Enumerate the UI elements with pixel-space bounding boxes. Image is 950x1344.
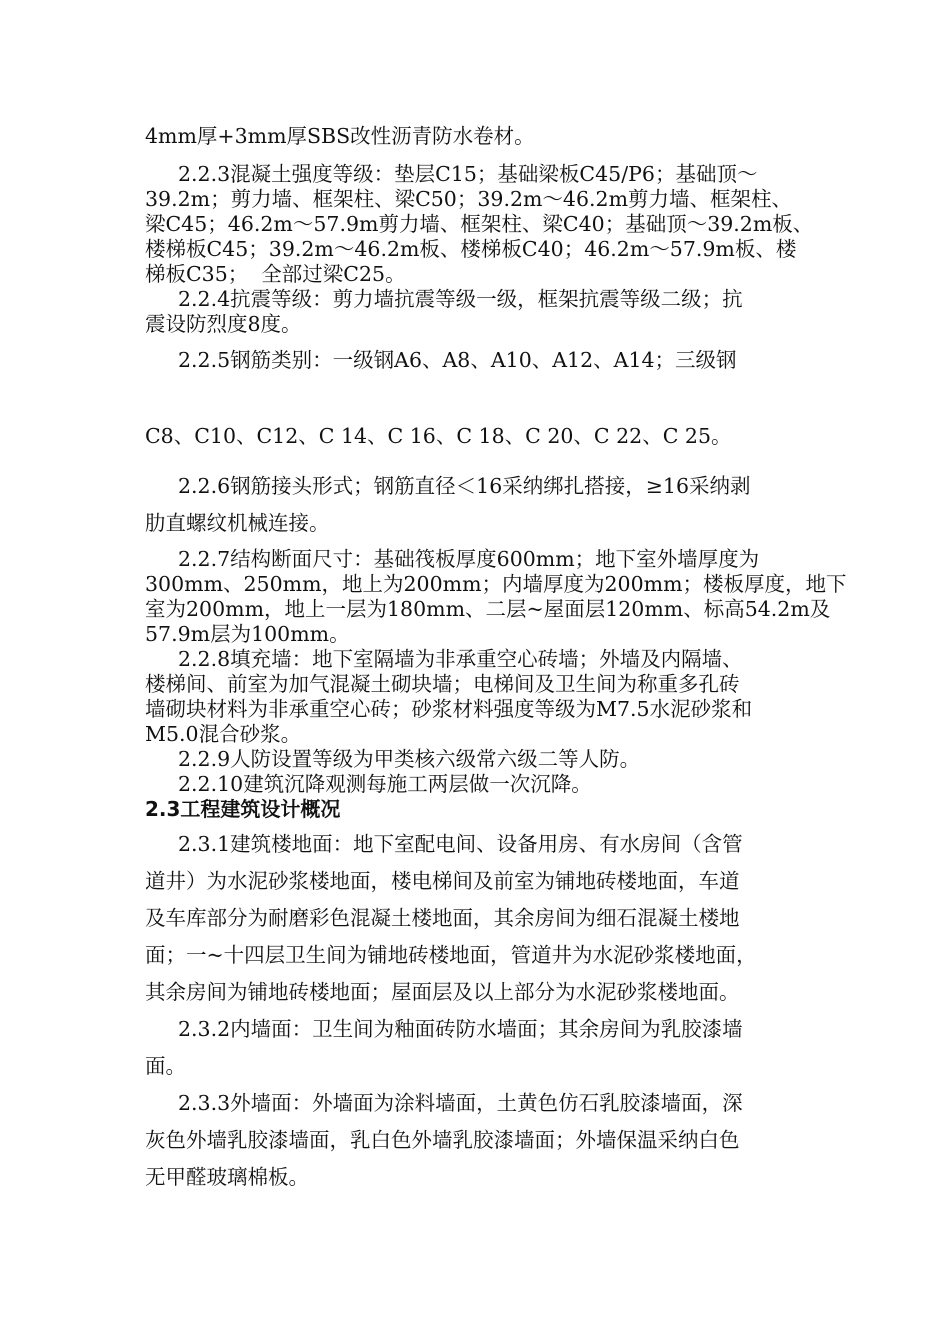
paragraph-line: 2.3.1建筑楼地面：地下室配电间、设备用房、有水房间（含管 bbox=[178, 832, 743, 856]
paragraph-line: 及车库部分为耐磨彩色混凝土楼地面，其余房间为细石混凝土楼地 bbox=[145, 906, 740, 930]
paragraph-line: M5.0混合砂浆。 bbox=[145, 722, 302, 746]
paragraph-line: 梯板C35； 全部过梁C25。 bbox=[145, 262, 406, 286]
paragraph-line: 300mm、250mm，地上为200mm；内墙厚度为200mm；楼板厚度，地下 bbox=[145, 572, 847, 596]
paragraph-line: 39.2m；剪力墙、框架柱、梁C50；39.2m～46.2m剪力墙、框架柱、 bbox=[145, 187, 793, 211]
section-heading-2-3: 2.3工程建筑设计概况 bbox=[145, 797, 341, 821]
paragraph-line: 2.2.5钢筋类别：一级钢A6、A8、A10、A12、A14；三级钢 bbox=[178, 348, 737, 372]
paragraph-line: 面。 bbox=[145, 1054, 186, 1078]
paragraph-line: 2.2.3混凝土强度等级：垫层C15；基础梁板C45/P6；基础顶～ bbox=[178, 162, 758, 186]
paragraph-line: 楼梯板C45；39.2m～46.2m板、楼梯板C40；46.2m～57.9m板、楼 bbox=[145, 237, 797, 261]
paragraph-line: 其余房间为铺地砖楼地面；屋面层及以上部分为水泥砂浆楼地面。 bbox=[145, 980, 740, 1004]
paragraph-line: 震设防烈度8度。 bbox=[145, 312, 302, 336]
paragraph-line: 道井）为水泥砂浆楼地面，楼电梯间及前室为铺地砖楼地面，车道 bbox=[145, 869, 740, 893]
section-2-2-10: 2.2.10建筑沉降观测每施工两层做一次沉降。 bbox=[178, 772, 592, 796]
paragraph-line: 2.2.4抗震等级：剪力墙抗震等级一级，框架抗震等级二级；抗 bbox=[178, 287, 743, 311]
paragraph-line: 2.2.7结构断面尺寸：基础筏板厚度600mm；地下室外墙厚度为 bbox=[178, 547, 760, 571]
paragraph-line: 室为200mm，地上一层为180mm、二层~屋面层120mm、标高54.2m及 bbox=[145, 597, 831, 621]
intro-line: 4mm厚+3mm厚SBS改性沥青防水卷材。 bbox=[145, 124, 535, 148]
paragraph-line: 墙砌块材料为非承重空心砖；砂浆材料强度等级为M7.5水泥砂浆和 bbox=[145, 697, 753, 721]
paragraph-line: C8、C10、C12、C 14、C 16、C 18、C 20、C 22、C 25。 bbox=[145, 424, 732, 448]
paragraph-line: 2.3.3外墙面：外墙面为涂料墙面，土黄色仿石乳胶漆墙面，深 bbox=[178, 1091, 743, 1115]
paragraph-line: 57.9m层为100mm。 bbox=[145, 622, 350, 646]
paragraph-line: 2.3.2内墙面：卫生间为釉面砖防水墙面；其余房间为乳胶漆墙 bbox=[178, 1017, 743, 1041]
paragraph-line: 无甲醛玻璃棉板。 bbox=[145, 1165, 309, 1189]
paragraph-line: 面；一~十四层卫生间为铺地砖楼地面，管道井为水泥砂浆楼地面， bbox=[145, 943, 757, 967]
paragraph-line: 灰色外墙乳胶漆墙面，乳白色外墙乳胶漆墙面；外墙保温采纳白色 bbox=[145, 1128, 740, 1152]
paragraph-line: 2.2.8填充墙：地下室隔墙为非承重空心砖墙；外墙及内隔墙、 bbox=[178, 647, 743, 671]
paragraph-line: 梁C45；46.2m～57.9m剪力墙、框架柱、梁C40；基础顶～39.2m板、 bbox=[145, 212, 814, 236]
paragraph-line: 肋直螺纹机械连接。 bbox=[145, 511, 330, 535]
section-2-2-9: 2.2.9人防设置等级为甲类核六级常六级二等人防。 bbox=[178, 747, 641, 771]
paragraph-line: 2.2.6钢筋接头形式；钢筋直径＜16采纳绑扎搭接，≥16采纳剥 bbox=[178, 474, 751, 498]
paragraph-line: 楼梯间、前室为加气混凝土砌块墙；电梯间及卫生间为称重多孔砖 bbox=[145, 672, 740, 696]
